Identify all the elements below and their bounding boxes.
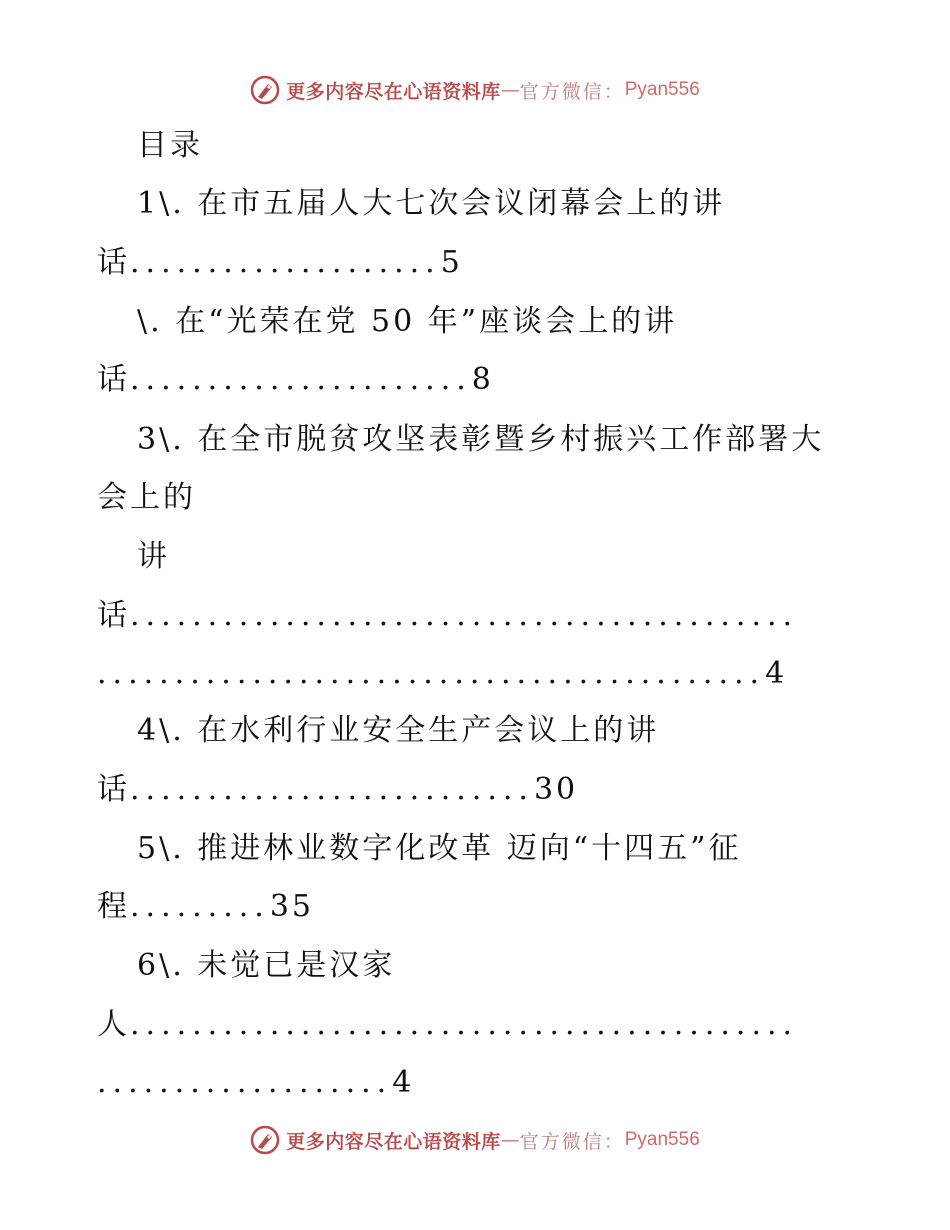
toc-heading: 目录	[137, 128, 203, 163]
toc-entry-4-dots: ..........................	[130, 772, 534, 807]
watermark-handle: Pyan556	[624, 1129, 700, 1150]
pen-nib-logo-icon	[250, 1125, 280, 1155]
toc-entry-5-page: 35	[269, 889, 315, 924]
toc-entry-3-leader[interactable]	[97, 596, 798, 636]
toc-entry-3-page: 4	[765, 656, 788, 691]
watermark-separator: —	[500, 1129, 520, 1151]
toc-entry-2-dots: ......................	[130, 362, 472, 397]
toc-entry-4-leader[interactable]	[97, 770, 578, 810]
toc-entry-2-title[interactable]: \. 在“光荣在党 50 年”座谈会上的讲	[137, 304, 678, 339]
toc-entry-5-title[interactable]: 5\. 推进林业数字化改革 迈向“十四五”征	[137, 831, 742, 866]
watermark-wechat-label: 官方微信：	[519, 1130, 625, 1153]
toc-entry-2-page: 8	[471, 362, 494, 397]
toc-entry-6-leader-cont[interactable]	[97, 1063, 414, 1103]
watermark-brand: 更多内容尽在心语资料库	[286, 1130, 501, 1153]
toc-entry-2-leader[interactable]	[97, 360, 494, 400]
toc-entry-1-dots: ....................	[130, 245, 441, 280]
toc-entry-1-leader[interactable]	[97, 243, 463, 283]
toc-entry-2-title-end: 话	[97, 362, 130, 397]
watermark-separator: —	[500, 79, 520, 101]
watermark-handle: Pyan556	[624, 79, 700, 100]
toc-entry-1-page: 5	[440, 245, 463, 280]
header-watermark	[0, 70, 950, 110]
watermark-brand: 更多内容尽在心语资料库	[286, 80, 501, 103]
toc-entry-3-title-cont2: 讲	[137, 539, 170, 574]
toc-entry-6-title[interactable]: 6\. 未觉已是汉家	[137, 948, 396, 983]
toc-entry-6-page: 4	[392, 1065, 415, 1100]
toc-entry-3-dots: ...........................................	[130, 598, 799, 633]
toc-entry-3-leader-cont[interactable]	[97, 654, 787, 694]
toc-entry-1-title-end: 话	[97, 245, 130, 280]
toc-entry-4-page: 30	[533, 772, 579, 807]
toc-entry-6-title-end: 人	[97, 1007, 130, 1042]
footer-watermark	[0, 1120, 950, 1160]
toc-entry-1-title[interactable]: 1\. 在市五届人大七次会议闭幕会上的讲	[137, 186, 726, 221]
toc-entry-3-title-end: 话	[97, 598, 130, 633]
toc-entry-4-title[interactable]: 4\. 在水利行业安全生产会议上的讲	[137, 713, 660, 748]
toc-entry-5-leader[interactable]	[97, 887, 314, 927]
toc-entry-5-dots: .........	[130, 889, 270, 924]
toc-entry-3-title-cont: 会上的	[97, 480, 196, 515]
toc-entry-6-dots: ...........................................	[130, 1007, 799, 1042]
pen-nib-logo-icon	[250, 75, 280, 105]
toc-entry-3-dots-cont: ...........................................	[97, 656, 766, 691]
toc-entry-6-leader[interactable]	[97, 1005, 798, 1045]
toc-entry-6-dots-cont: ...................	[97, 1065, 393, 1100]
watermark-wechat-label: 官方微信：	[519, 80, 625, 103]
toc-entry-5-title-end: 程	[97, 889, 130, 924]
toc-entry-3-title[interactable]: 3\. 在全市脱贫攻坚表彰暨乡村振兴工作部署大	[137, 422, 825, 457]
toc-entry-4-title-end: 话	[97, 772, 130, 807]
